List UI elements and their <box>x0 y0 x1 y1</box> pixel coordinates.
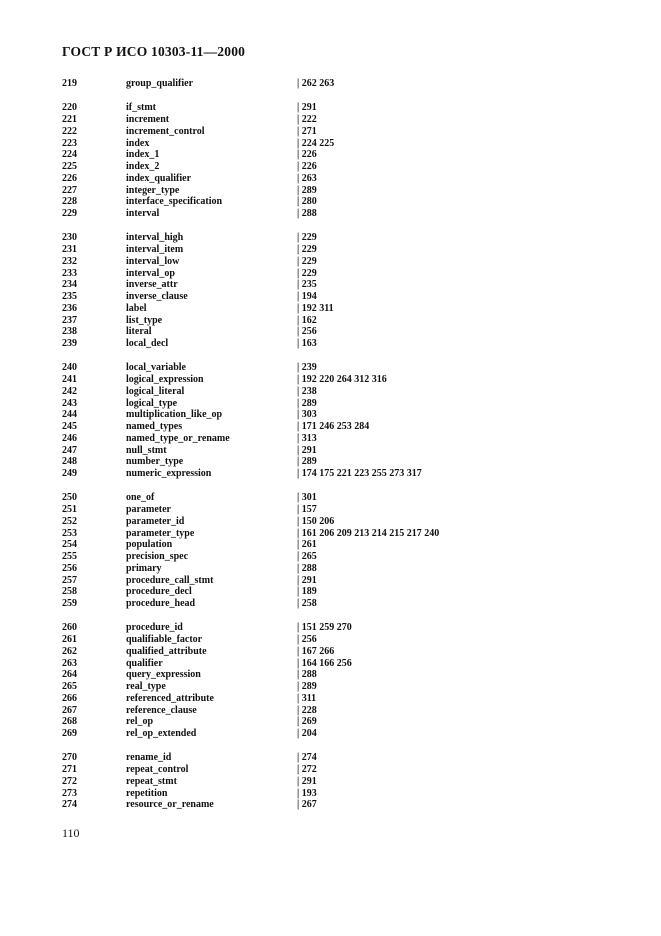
table-row <box>0 126 661 138</box>
rule-references: | 150 206 <box>297 515 335 527</box>
rule-name: resource_or_rename <box>126 799 214 811</box>
rule-number: 225 <box>62 161 77 172</box>
table-row <box>0 374 661 386</box>
rule-name: index_qualifier <box>126 172 192 184</box>
rule-name: logical_type <box>126 397 178 409</box>
rule-references: | 271 <box>297 125 317 137</box>
rule-references: | 311 <box>297 692 317 704</box>
rule-name: index_1 <box>126 149 160 161</box>
rule-number: 241 <box>62 374 77 385</box>
rule-name: inverse_attr <box>126 279 178 291</box>
cross-reference-table <box>0 78 661 824</box>
rule-number: 266 <box>62 692 77 704</box>
rule-references: | 261 <box>297 539 317 551</box>
rule-references: | 151 259 270 <box>297 622 352 634</box>
table-row <box>0 764 661 776</box>
rule-name: named_type_or_rename <box>126 432 230 444</box>
rule-name: number_type <box>126 456 184 468</box>
rule-references: | 265 <box>297 551 317 562</box>
rule-number: 250 <box>62 492 77 504</box>
rule-number: 222 <box>62 125 77 137</box>
rule-name: literal <box>126 326 152 338</box>
rule-references: | 262 263 <box>297 78 335 89</box>
table-row <box>0 102 661 114</box>
table-row <box>0 208 661 220</box>
rule-references: | 291 <box>297 775 317 787</box>
rule-name: list_type <box>126 314 163 326</box>
rule-name: index <box>126 137 150 149</box>
table-row <box>0 752 661 764</box>
rule-name: interval_item <box>126 244 184 255</box>
rule-number: 232 <box>62 255 77 267</box>
rule-references: | 235 <box>297 279 317 291</box>
rule-name: procedure_decl <box>126 586 192 598</box>
rule-references: | 192 220 264 312 316 <box>297 374 387 385</box>
table-group <box>0 362 661 480</box>
table-row <box>0 456 661 468</box>
table-group <box>0 492 661 610</box>
rule-number: 264 <box>62 669 77 681</box>
table-row <box>0 362 661 374</box>
rule-name: rel_op_extended <box>126 728 197 739</box>
table-row <box>0 468 661 480</box>
table-row <box>0 776 661 788</box>
rule-name: repetition <box>126 787 168 799</box>
rule-references: | 162 <box>297 314 317 326</box>
rule-number: 234 <box>62 279 77 291</box>
table-row <box>0 634 661 646</box>
table-row <box>0 539 661 551</box>
table-group <box>0 752 661 811</box>
rule-name: precision_spec <box>126 551 189 562</box>
rule-number: 258 <box>62 586 77 598</box>
rule-references: | 224 225 <box>297 137 335 149</box>
rule-number: 269 <box>62 728 77 739</box>
table-row <box>0 716 661 728</box>
rule-name: interval <box>126 208 160 219</box>
rule-name: logical_expression <box>126 374 204 385</box>
rule-references: | 258 <box>297 598 317 609</box>
rule-references: | 163 <box>297 338 317 349</box>
rule-name: if_stmt <box>126 102 156 114</box>
table-group <box>0 622 661 740</box>
rule-references: | 256 <box>297 326 317 338</box>
rule-name: logical_literal <box>126 385 185 397</box>
table-group <box>0 232 661 350</box>
rule-references: | 303 <box>297 409 317 421</box>
rule-references: | 229 <box>297 232 317 244</box>
rule-number: 237 <box>62 314 77 326</box>
rule-name: primary <box>126 562 162 574</box>
table-row <box>0 398 661 410</box>
rule-references: | 288 <box>297 208 317 219</box>
table-row <box>0 291 661 303</box>
table-row <box>0 693 661 705</box>
rule-number: 242 <box>62 385 77 397</box>
rule-references: | 274 <box>297 752 317 764</box>
rule-number: 255 <box>62 551 77 562</box>
rule-name: integer_type <box>126 184 180 196</box>
rule-name: reference_clause <box>126 704 197 716</box>
rule-number: 244 <box>62 409 77 421</box>
table-row <box>0 185 661 197</box>
rule-number: 272 <box>62 775 77 787</box>
rule-references: | 291 <box>297 574 317 586</box>
rule-references: | 229 <box>297 244 317 255</box>
rule-number: 254 <box>62 539 77 551</box>
table-row <box>0 681 661 693</box>
rule-number: 253 <box>62 527 77 539</box>
rule-number: 245 <box>62 421 77 432</box>
table-row <box>0 788 661 800</box>
table-row <box>0 149 661 161</box>
rule-name: procedure_id <box>126 622 183 634</box>
rule-references: | 269 <box>297 716 317 728</box>
rule-name: numeric_expression <box>126 468 212 479</box>
table-row <box>0 161 661 173</box>
rule-name: procedure_head <box>126 598 196 609</box>
table-row <box>0 232 661 244</box>
rule-references: | 229 <box>297 267 317 279</box>
rule-references: | 226 <box>297 161 317 172</box>
rule-number: 229 <box>62 208 77 219</box>
rule-references: | 189 <box>297 586 317 598</box>
rule-references: | 228 <box>297 704 317 716</box>
rule-name: repeat_control <box>126 764 189 775</box>
rule-references: | 313 <box>297 432 317 444</box>
rule-number: 233 <box>62 267 77 279</box>
rule-number: 263 <box>62 657 77 669</box>
rule-name: interface_specification <box>126 196 223 208</box>
rule-name: referenced_attribute <box>126 692 214 704</box>
rule-references: | 229 <box>297 255 317 267</box>
rule-references: | 222 <box>297 114 317 125</box>
rule-number: 220 <box>62 102 77 114</box>
rule-references: | 239 <box>297 362 317 374</box>
rule-number: 248 <box>62 456 77 468</box>
rule-number: 246 <box>62 432 77 444</box>
table-row <box>0 409 661 421</box>
rule-references: | 256 <box>297 634 317 645</box>
table-row <box>0 669 661 681</box>
table-row <box>0 586 661 598</box>
rule-name: parameter_type <box>126 527 195 539</box>
rule-name: index_2 <box>126 161 160 172</box>
rule-references: | 289 <box>297 184 317 196</box>
page-number: 110 <box>62 826 80 840</box>
rule-references: | 272 <box>297 764 317 775</box>
rule-references: | 288 <box>297 562 317 574</box>
rule-name: repeat_stmt <box>126 775 177 787</box>
rule-number: 265 <box>62 681 77 692</box>
rule-name: parameter <box>126 504 171 515</box>
table-row <box>0 268 661 280</box>
rule-number: 261 <box>62 634 77 645</box>
rule-number: 259 <box>62 598 77 609</box>
rule-number: 231 <box>62 244 77 255</box>
table-row <box>0 244 661 256</box>
rule-number: 228 <box>62 196 77 208</box>
rule-number: 238 <box>62 326 77 338</box>
rule-number: 257 <box>62 574 77 586</box>
rule-number: 226 <box>62 172 77 184</box>
rule-name: interval_op <box>126 267 175 279</box>
rule-number: 271 <box>62 764 77 775</box>
rule-references: | 193 <box>297 787 317 799</box>
table-row <box>0 303 661 315</box>
rule-number: 230 <box>62 232 77 244</box>
rule-references: | 226 <box>297 149 317 161</box>
table-row <box>0 799 661 811</box>
table-row <box>0 504 661 516</box>
table-row <box>0 598 661 610</box>
rule-name: qualifiable_factor <box>126 634 203 645</box>
rule-name: inverse_clause <box>126 291 188 302</box>
rule-name: local_decl <box>126 338 169 349</box>
rule-name: qualifier <box>126 657 163 669</box>
rule-number: 243 <box>62 397 77 409</box>
rule-references: | 291 <box>297 444 317 456</box>
rule-number: 267 <box>62 704 77 716</box>
rule-name: qualified_attribute <box>126 645 207 657</box>
table-row <box>0 646 661 658</box>
rule-references: | 192 311 <box>297 302 334 314</box>
table-row <box>0 528 661 540</box>
rule-number: 239 <box>62 338 77 349</box>
rule-name: null_stmt <box>126 444 167 456</box>
table-row <box>0 575 661 587</box>
rule-number: 240 <box>62 362 77 374</box>
rule-references: | 263 <box>297 172 317 184</box>
table-row <box>0 622 661 634</box>
rule-number: 249 <box>62 468 77 479</box>
rule-name: increment_control <box>126 125 205 137</box>
page-title: ГОСТ Р ИСО 10303-11—2000 <box>62 44 246 59</box>
rule-name: population <box>126 539 173 551</box>
rule-references: | 267 <box>297 799 317 811</box>
rule-name: one_of <box>126 492 155 504</box>
rule-number: 260 <box>62 622 77 634</box>
rule-name: increment <box>126 114 170 125</box>
rule-number: 274 <box>62 799 77 811</box>
rule-number: 252 <box>62 515 77 527</box>
rule-references: | 171 246 253 284 <box>297 421 370 432</box>
rule-references: | 291 <box>297 102 317 114</box>
rule-name: query_expression <box>126 669 201 681</box>
rule-name: label <box>126 302 147 314</box>
table-row <box>0 551 661 563</box>
table-row <box>0 114 661 126</box>
table-row <box>0 563 661 575</box>
rule-number: 251 <box>62 504 77 515</box>
rule-references: | 161 206 209 213 214 215 217 240 <box>297 527 440 539</box>
table-row <box>0 338 661 350</box>
rule-number: 268 <box>62 716 77 728</box>
rule-name: group_qualifier <box>126 78 194 89</box>
rule-name: rename_id <box>126 752 172 764</box>
rule-name: interval_low <box>126 255 180 267</box>
table-row <box>0 173 661 185</box>
table-row <box>0 433 661 445</box>
table-row <box>0 196 661 208</box>
rule-number: 262 <box>62 645 77 657</box>
rule-references: | 289 <box>297 397 317 409</box>
rule-name: multiplication_like_op <box>126 409 223 421</box>
table-row <box>0 728 661 740</box>
rule-name: real_type <box>126 681 166 692</box>
rule-references: | 289 <box>297 456 317 468</box>
rule-references: | 289 <box>297 681 317 692</box>
rule-references: | 194 <box>297 291 317 302</box>
table-row <box>0 705 661 717</box>
table-group <box>0 102 661 220</box>
rule-references: | 301 <box>297 492 317 504</box>
rule-number: 235 <box>62 291 77 302</box>
table-row <box>0 315 661 327</box>
table-group <box>0 78 661 90</box>
table-row <box>0 492 661 504</box>
rule-name: named_types <box>126 421 183 432</box>
table-row <box>0 78 661 90</box>
rule-name: interval_high <box>126 232 184 244</box>
rule-references: | 157 <box>297 504 317 515</box>
rule-number: 219 <box>62 78 77 89</box>
rule-references: | 174 175 221 223 255 273 317 <box>297 468 422 479</box>
rule-number: 273 <box>62 787 77 799</box>
rule-name: local_variable <box>126 362 186 374</box>
rule-references: | 164 166 256 <box>297 657 352 669</box>
rule-references: | 280 <box>297 196 317 208</box>
rule-number: 223 <box>62 137 77 149</box>
table-row <box>0 279 661 291</box>
table-row <box>0 326 661 338</box>
rule-number: 256 <box>62 562 77 574</box>
rule-name: rel_op <box>126 716 154 728</box>
rule-name: procedure_call_stmt <box>126 574 214 586</box>
rule-references: | 167 266 <box>297 645 335 657</box>
table-row <box>0 516 661 528</box>
rule-number: 236 <box>62 302 77 314</box>
rule-number: 221 <box>62 114 77 125</box>
table-row <box>0 421 661 433</box>
rule-number: 247 <box>62 444 77 456</box>
rule-references: | 204 <box>297 728 317 739</box>
rule-references: | 288 <box>297 669 317 681</box>
rule-name: parameter_id <box>126 515 185 527</box>
table-row <box>0 256 661 268</box>
table-row <box>0 445 661 457</box>
table-row <box>0 658 661 670</box>
rule-references: | 238 <box>297 385 317 397</box>
table-row <box>0 138 661 150</box>
rule-number: 227 <box>62 184 77 196</box>
rule-number: 224 <box>62 149 77 161</box>
table-row <box>0 386 661 398</box>
rule-number: 270 <box>62 752 77 764</box>
